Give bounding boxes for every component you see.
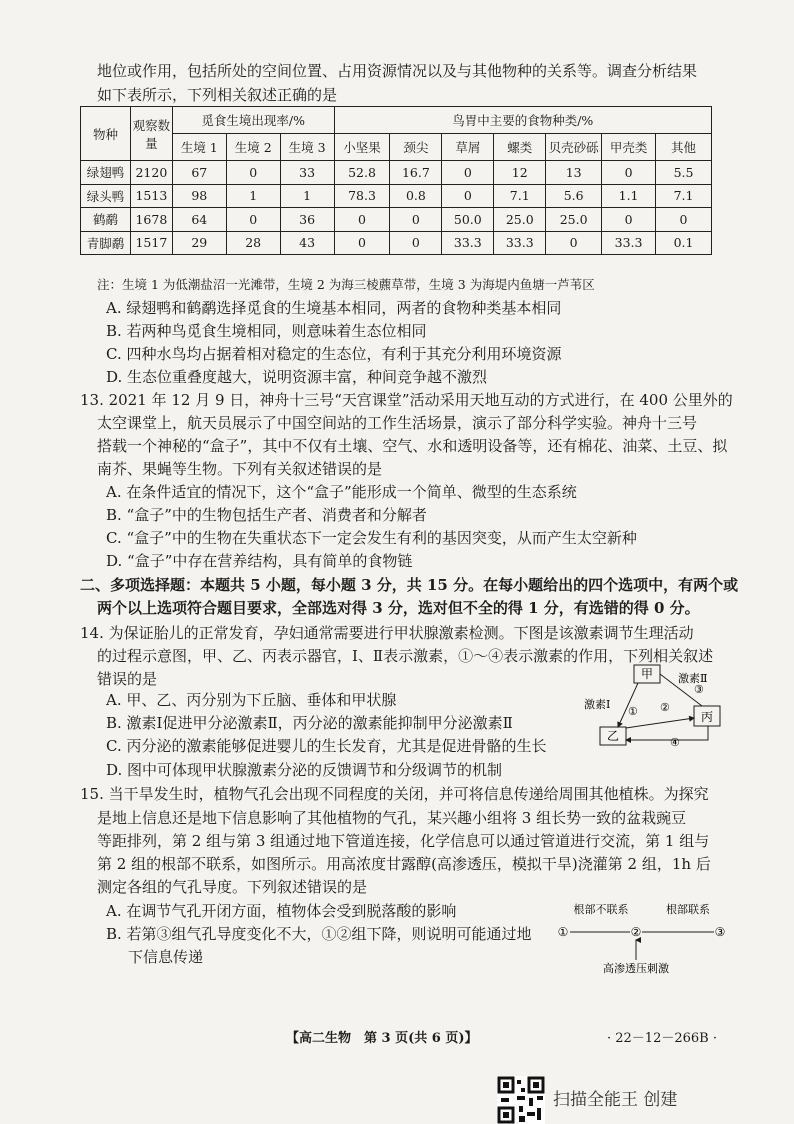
cell-value: 5.6 xyxy=(546,184,602,208)
hormone-regulation-diagram xyxy=(584,662,724,748)
label-effect-4: ④ xyxy=(670,736,680,748)
cell-value: 33.3 xyxy=(602,231,656,255)
label-hormone-2: 激素Ⅱ xyxy=(678,672,708,685)
cell-value: 0 xyxy=(390,208,442,232)
arrow-yi-to-bing xyxy=(626,718,694,728)
q15-stem-2: 是地上信息还是地下信息影响了其他植物的气孔，某兴趣小组将 3 组长势一致的盆栽豌豆 xyxy=(97,809,687,827)
cell-value: 33.3 xyxy=(494,231,546,255)
cell-value: 1 xyxy=(226,184,280,208)
cell-value: 0 xyxy=(226,208,280,232)
q14-option-c: C. 丙分泌的激素能够促进婴儿的生长发育，尤其是促进骨骼的生长 xyxy=(106,737,547,755)
scanner-watermark: 扫描全能王 创建 xyxy=(553,1090,678,1110)
cell-value: 98 xyxy=(172,184,226,208)
organ-jia: 甲 xyxy=(640,667,654,681)
q13-option-b: B. “盒子”中的生物包括生产者、消费者和分解者 xyxy=(106,506,427,524)
q15-option-a: A. 在调节气孔开闭方面，植物体会受到脱落酸的影响 xyxy=(106,902,457,920)
cell-value: 33.3 xyxy=(442,231,494,255)
q13-stem-4: 南芥、果蝇等生物。下列有关叙述错误的是 xyxy=(97,460,383,478)
q12-option-d: D. 生态位重叠度越大，说明资源丰富，种间竞争越不激烈 xyxy=(106,368,488,386)
label-stimulus: 高渗透压刺激 xyxy=(603,962,669,974)
section-2-heading-2: 两个以上选项符合题目要求，全部选对得 3 分，选对但不全的得 1 分，有选错的得 0 分。 xyxy=(97,599,700,617)
header-species: 物种 xyxy=(81,107,131,161)
cell-value: 0 xyxy=(390,231,442,255)
q15-stem-5: 测定各组的气孔导度。下列叙述错误的是 xyxy=(97,878,368,896)
cell-value: 28 xyxy=(226,231,280,255)
cell-species: 青脚鹬 xyxy=(81,231,131,255)
cell-value: 12 xyxy=(494,161,546,185)
q12-option-b: B. 若两种鸟觅食生境相同，则意味着生态位相同 xyxy=(106,322,427,340)
q15-option-b-line-1: B. 若第③组气孔导度变化不大，①②组下降，则说明可能通过地 xyxy=(106,925,532,943)
cell-value: 50.0 xyxy=(442,208,494,232)
cell-value: 1 xyxy=(280,184,334,208)
cell-value: 0 xyxy=(656,208,712,232)
q14-option-d: D. 图中可体现甲状腺激素分泌的反馈调节和分级调节的机制 xyxy=(106,761,503,779)
header-habitat-3: 生境 3 xyxy=(280,134,334,161)
label-effect-3: ③ xyxy=(694,683,704,696)
pea-pot-diagram xyxy=(556,898,728,974)
cell-count: 2120 xyxy=(130,161,172,185)
q14-option-b: B. 激素Ⅰ促进甲分泌激素Ⅱ，丙分泌的激素能抑制甲分泌激素Ⅱ xyxy=(106,714,513,732)
header-count: 观察数量 xyxy=(130,107,172,161)
intro-line-2: 如下表所示，下列相关叙述正确的是 xyxy=(97,86,338,104)
page-footer: 【高二生物 第 3 页(共 6 页)】 xyxy=(286,1031,478,1046)
pot-1: ① xyxy=(557,925,569,939)
q13-option-c: C. “盒子”中的生物在失重状态下一定会发生有利的基因突变，从而产生太空新种 xyxy=(106,529,637,547)
table-row xyxy=(81,208,712,232)
q14-option-a: A. 甲、乙、丙分别为下丘脑、垂体和甲状腺 xyxy=(106,691,397,709)
cell-value: 43 xyxy=(280,231,334,255)
q15-stem-1: 15. 当干旱发生时，植物气孔会出现不同程度的关闭，并可将信息传递给周围其他植株。为探究 xyxy=(80,785,709,803)
cell-value: 16.7 xyxy=(390,161,442,185)
cell-value: 67 xyxy=(172,161,226,185)
cell-value: 25.0 xyxy=(546,208,602,232)
label-root-link: 根部联系 xyxy=(666,903,710,916)
q14-stem-2: 的过程示意图，甲、乙、丙表示器官，Ⅰ、Ⅱ表示激素，①～④表示激素的作用，下列相关叙述 xyxy=(97,647,714,665)
q15-stem-4: 第 2 组的根部不联系，如图所示。用高浓度甘露醇(高渗透压，模拟干旱)浇灌第 2 组，1h 后 xyxy=(97,855,711,873)
q13-option-d: D. “盒子”中存在营养结构，具有简单的食物链 xyxy=(106,552,413,570)
q13-stem-1: 13. 2021 年 12 月 9 日，神舟十三号“天宫课堂”活动采用天地互动的方式进行，在 400 公里外的 xyxy=(80,391,733,409)
cell-species: 鹤鹬 xyxy=(81,208,131,232)
cell-value: 0 xyxy=(546,231,602,255)
arrow-bing-to-yi xyxy=(626,726,708,740)
q13-stem-2: 太空课堂上，航天员展示了中国空间站的工作生活场景，演示了部分科学实验。神舟十三号 xyxy=(97,414,698,432)
q15-option-b-line-2: 下信息传递 xyxy=(128,948,204,966)
cell-value: 13 xyxy=(546,161,602,185)
cell-value: 29 xyxy=(172,231,226,255)
q15-stem-3: 等距排列，第 2 组与第 3 组通过地下管道连接，化学信息可以通过管道进行交流，第 1 组与 xyxy=(97,832,710,850)
cell-value: 7.1 xyxy=(656,184,712,208)
header-food-snail: 螺类 xyxy=(494,134,546,161)
header-habitat-group: 觅食生境出现率/% xyxy=(172,107,334,134)
pot-2: ② xyxy=(630,925,642,939)
q12-option-a: A. 绿翅鸭和鹤鹬选择觅食的生境基本相同，两者的食物种类基本相同 xyxy=(106,299,562,317)
cell-value: 78.3 xyxy=(334,184,390,208)
label-no-root-link: 根部不联系 xyxy=(573,903,629,916)
organ-yi: 乙 xyxy=(606,729,620,743)
cell-value: 0 xyxy=(602,208,656,232)
section-2-heading-1: 二、多项选择题：本题共 5 小题，每小题 3 分，共 15 分。在每小题给出的四个选项中，有两个或 xyxy=(80,576,739,594)
cell-value: 0.1 xyxy=(656,231,712,255)
cell-count: 1513 xyxy=(130,184,172,208)
cell-value: 52.8 xyxy=(334,161,390,185)
cell-value: 33 xyxy=(280,161,334,185)
pot-3: ③ xyxy=(714,925,726,939)
cell-value: 5.5 xyxy=(656,161,712,185)
intro-line-1: 地位或作用，包括所处的空间位置、占用资源情况以及与其他物种的关系等。调查分析结果 xyxy=(97,62,698,80)
q14-stem-3: 错误的是 xyxy=(97,670,158,688)
cell-value: 64 xyxy=(172,208,226,232)
cell-value: 1.1 xyxy=(602,184,656,208)
label-effect-2: ② xyxy=(660,701,670,714)
table-row xyxy=(81,231,712,255)
cell-count: 1517 xyxy=(130,231,172,255)
page-code: · 22－12－266B · xyxy=(607,1031,717,1046)
table-note: 注：生境 1 为低潮盐沼一光滩带，生境 2 为海三棱藨草带，生境 3 为海堤内鱼塘一芦苇区 xyxy=(97,277,595,292)
cell-value: 7.1 xyxy=(494,184,546,208)
organ-bing: 丙 xyxy=(700,710,714,724)
cell-species: 绿翅鸭 xyxy=(81,161,131,185)
q13-stem-3: 搭载一个神秘的“盒子”，其中不仅有土壤、空气、水和透明设备等，还有棉花、油菜、土豆、拟 xyxy=(97,437,728,455)
qr-code-icon xyxy=(497,1076,545,1124)
header-habitat-2: 生境 2 xyxy=(226,134,280,161)
header-food-group: 鸟胃中主要的食物种类/% xyxy=(334,107,711,134)
cell-value: 0 xyxy=(442,184,494,208)
label-hormone-1: 激素Ⅰ xyxy=(584,698,611,711)
q12-option-c: C. 四种水鸟均占据着相对稳定的生态位，有利于其充分利用环境资源 xyxy=(106,345,562,363)
cell-value: 0 xyxy=(602,161,656,185)
table-row xyxy=(81,184,712,208)
cell-species: 绿头鸭 xyxy=(81,184,131,208)
header-habitat-1: 生境 1 xyxy=(172,134,226,161)
cell-count: 1678 xyxy=(130,208,172,232)
cell-value: 0 xyxy=(442,161,494,185)
cell-value: 0.8 xyxy=(390,184,442,208)
cell-value: 0 xyxy=(334,231,390,255)
cell-value: 0 xyxy=(226,161,280,185)
header-food-shell: 贝壳砂砾 xyxy=(546,134,602,161)
header-food-tip: 颈尖 xyxy=(390,134,442,161)
q13-option-a: A. 在条件适宜的情况下，这个“盒子”能形成一个简单、微型的生态系统 xyxy=(106,483,577,501)
cell-value: 36 xyxy=(280,208,334,232)
header-food-grass: 草屑 xyxy=(442,134,494,161)
bird-data-table xyxy=(80,106,712,255)
q14-stem-1: 14. 为保证胎儿的正常发育，孕妇通常需要进行甲状腺激素检测。下图是该激素调节生理活动 xyxy=(80,624,694,642)
header-food-nut: 小坚果 xyxy=(334,134,390,161)
header-food-crust: 甲壳类 xyxy=(602,134,656,161)
cell-value: 0 xyxy=(334,208,390,232)
table-row xyxy=(81,161,712,185)
header-food-other: 其他 xyxy=(656,134,712,161)
label-effect-1: ① xyxy=(628,705,638,718)
cell-value: 25.0 xyxy=(494,208,546,232)
